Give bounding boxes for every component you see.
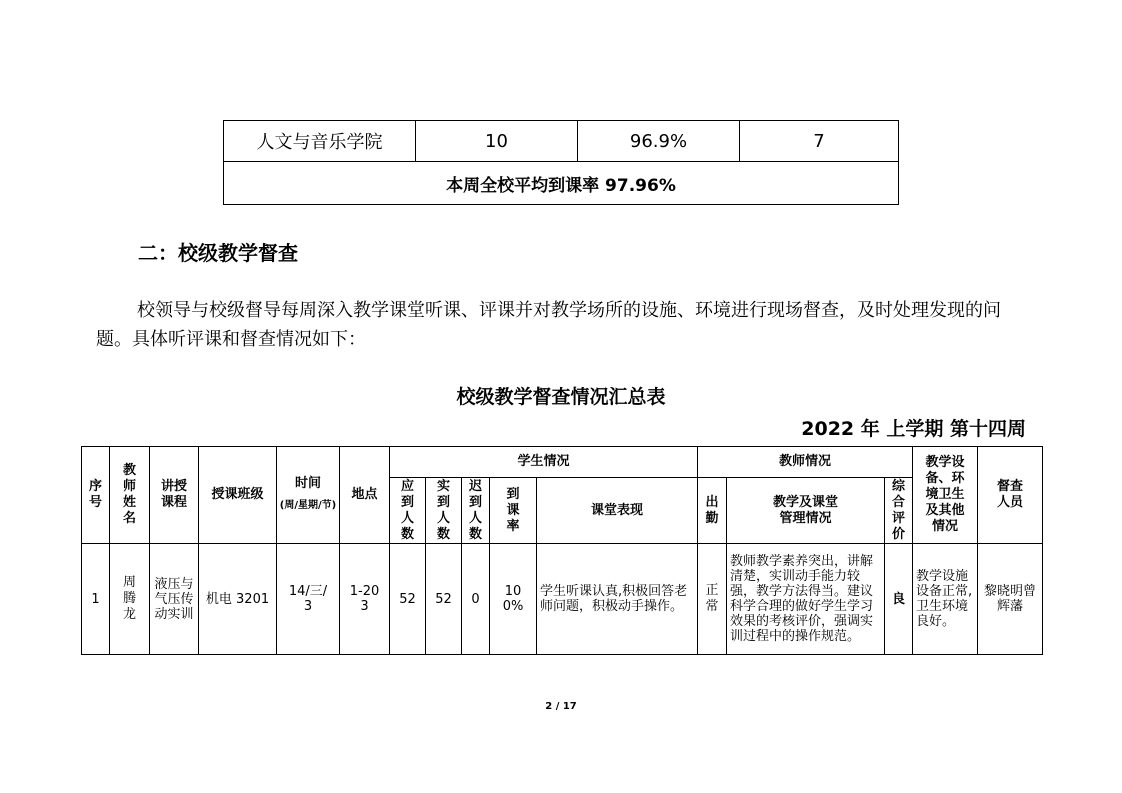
- intro-text: 校领导与校级督导每周深入教学课堂听课、评课并对教学场所的设施、环境进行现场督查，及时处理发现的问题。具体听评课和督查情况如下：: [96, 300, 1001, 350]
- cell-equipment: 教学设施设备正常,卫生环境良好。: [913, 544, 978, 655]
- intro-paragraph: [96, 296, 1032, 354]
- cell-seq: 1: [82, 544, 110, 655]
- semester-label: 2022 年 上学期 第十四周: [801, 418, 1026, 440]
- header-expected: 应到人数: [390, 478, 426, 544]
- cell-inspectors: 黎晓明曾辉藩: [978, 544, 1043, 655]
- header-performance: 课堂表现: [537, 478, 698, 544]
- header-rate: 到课率: [490, 478, 537, 544]
- table-title: 校级教学督查情况汇总表: [456, 386, 666, 408]
- table-row: [224, 121, 899, 162]
- header-place: 地点: [340, 447, 390, 544]
- header-overall: 综合评价: [885, 478, 913, 544]
- cell-place: 1-203: [340, 544, 390, 655]
- header-teacher-group: 教师情况: [698, 447, 913, 478]
- attendance-table: [223, 120, 899, 205]
- page-number: 2 / 17: [545, 701, 577, 712]
- cell-late: 0: [462, 544, 490, 655]
- header-class: 授课班级: [199, 447, 277, 544]
- inspection-table: [81, 446, 1043, 655]
- header-teaching: 教学及课堂 管理情况: [727, 478, 885, 544]
- header-actual: 实到人数: [426, 478, 462, 544]
- cell-expected: 52: [390, 544, 426, 655]
- cell-course: 液压与气压传动实训: [150, 544, 199, 655]
- cell-rate: 100%: [490, 544, 537, 655]
- absent-cell: 7: [740, 121, 899, 162]
- count-cell: 10: [416, 121, 578, 162]
- header-teacher: 教师姓名: [110, 447, 150, 544]
- header-attendance: 出勤: [698, 478, 727, 544]
- cell-teacher: 周腾龙: [110, 544, 150, 655]
- rate-cell: 96.9%: [578, 121, 740, 162]
- cell-attendance: 正常: [698, 544, 727, 655]
- header-student-group: 学生情况: [390, 447, 698, 478]
- header-inspectors: 督查人员: [978, 447, 1043, 544]
- header-course: 讲授课程: [150, 447, 199, 544]
- average-attendance-summary: 本周全校平均到课率 97.96%: [224, 162, 899, 205]
- table-row: [82, 544, 1043, 655]
- header-seq: 序号: [82, 447, 110, 544]
- cell-teaching: 教师教学素养突出，讲解清楚，实训动手能力较强，教学方法得当。建议科学合理的做好学生学习效果的考核评价，强调实训过程中的操作规范。: [727, 544, 885, 655]
- header-time-sub: (周/星期/节): [279, 500, 337, 511]
- college-cell: 人文与音乐学院: [224, 121, 416, 162]
- section-heading: 二：校级教学督查: [138, 241, 298, 265]
- cell-time: 14/三/3: [277, 544, 340, 655]
- header-time: 时间 (周/星期/节): [277, 447, 340, 544]
- header-late: 迟到人数: [462, 478, 490, 544]
- cell-actual: 52: [426, 544, 462, 655]
- header-equipment: 教学设备、环境卫生及其他情况: [913, 447, 978, 544]
- cell-overall: 良: [885, 544, 913, 655]
- cell-performance: 学生听课认真,积极回答老师问题，积极动手操作。: [537, 544, 698, 655]
- cell-class: 机电 3201: [199, 544, 277, 655]
